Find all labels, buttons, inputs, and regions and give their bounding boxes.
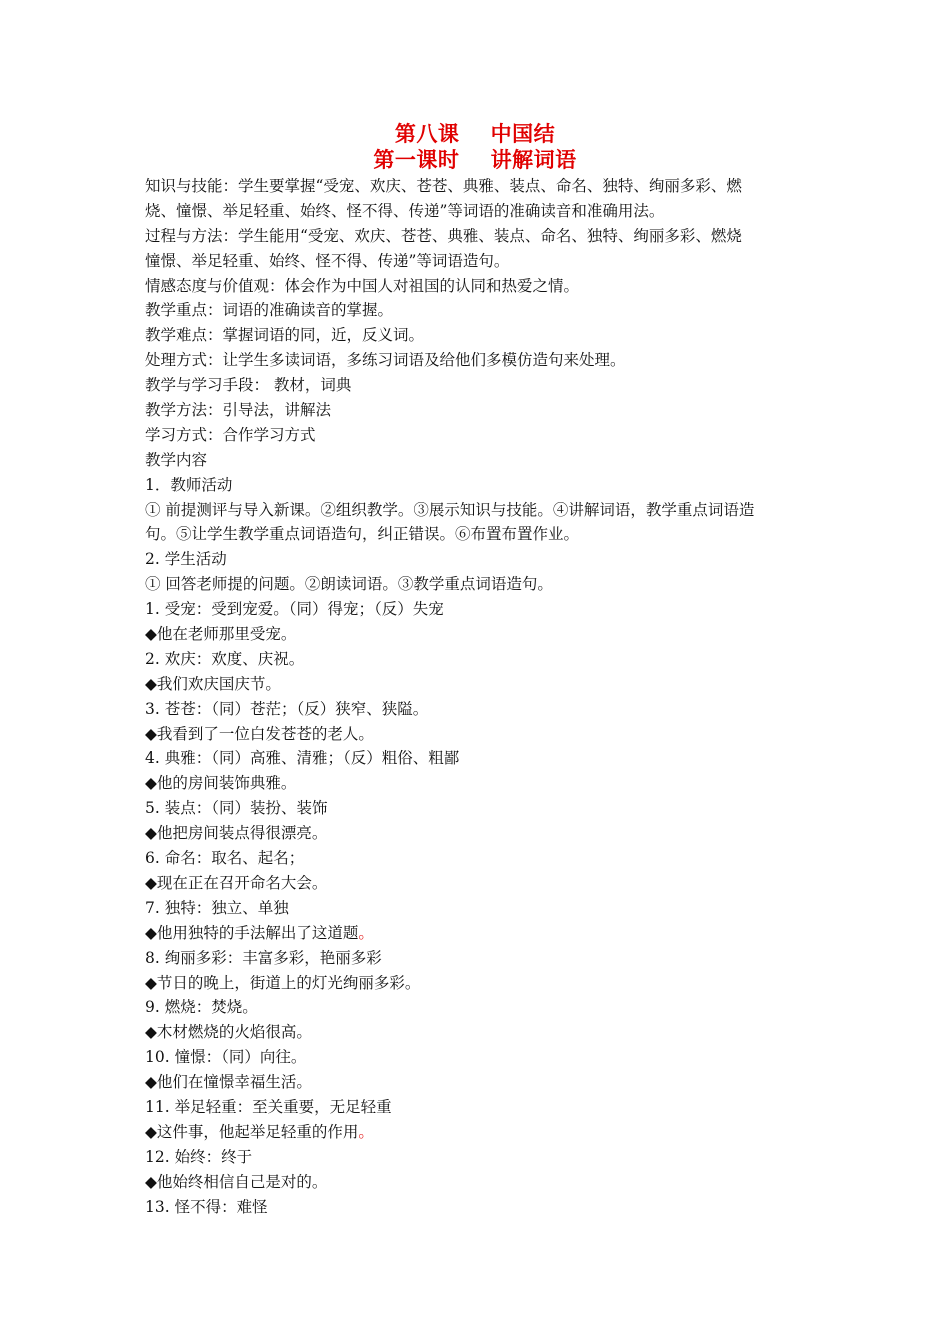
lesson-title: 第八课 中国结 <box>394 121 556 146</box>
example-sentence: ◆节日的晚上，街道上的灯光绚丽多彩。 <box>145 973 421 992</box>
example-sentence: ◆木材燃烧的火焰很高。 <box>145 1023 312 1042</box>
text-line: 8. 绚丽多彩：丰富多彩，艳丽多彩 <box>145 948 382 967</box>
text-line: ① 回答老师提的问题。②朗读词语。③教学重点词语造句。 <box>145 575 553 594</box>
text-line: 句。⑤让学生教学重点词语造句，纠正错误。⑥布置布置作业。 <box>145 525 580 544</box>
text-line: 知识与技能：学生要掌握“受宠、欢庆、苍苍、典雅、装点、命名、独特、绚丽多彩、燃 <box>145 177 742 195</box>
text-line: 9. 燃烧：焚烧。 <box>145 998 258 1017</box>
text-line: 情感态度与价值观：体会作为中国人对祖国的认同和热爱之情。 <box>145 276 580 295</box>
text-line: 1．教师活动 <box>145 475 233 494</box>
text-line: 2. 学生活动 <box>145 550 227 569</box>
text-line: 处理方式：让学生多读词语，多练习词语及给他们多模仿造句来处理。 <box>145 351 626 370</box>
text-line: 教学难点：掌握词语的同，近，反义词。 <box>145 326 425 345</box>
lesson-subtitle: 第一课时 讲解词语 <box>373 147 577 172</box>
text-line: 教学与学习手段： 教材，词典 <box>145 376 352 395</box>
text-line: 12. 始终：终于 <box>145 1147 253 1166</box>
text-line: 教学方法：引导法，讲解法 <box>145 401 332 420</box>
example-sentence: ◆他们在憧憬幸福生活。 <box>145 1073 312 1092</box>
text-line: 教学重点：词语的准确读音的掌握。 <box>145 301 394 320</box>
text-line: 教学内容 <box>145 450 208 469</box>
example-sentence: ◆他的房间装饰典雅。 <box>145 774 297 793</box>
example-sentence: ◆我们欢庆国庆节。 <box>145 674 281 693</box>
text-line: 13. 怪不得：难怪 <box>145 1197 268 1216</box>
title-block <box>0 121 950 173</box>
text-line: 6. 命名：取名、起名； <box>145 849 305 868</box>
example-sentence: ◆他把房间装点得很漂亮。 <box>145 824 328 843</box>
example-sentence: ◆他在老师那里受宠。 <box>145 625 297 644</box>
example-sentence: ◆现在正在召开命名大会。 <box>145 873 328 892</box>
lesson-body <box>145 174 810 1219</box>
text-line: ① 前提测评与导入新课。②组织教学。③展示知识与技能。④讲解词语，教学重点词语造 <box>145 500 755 519</box>
red-period: 。 <box>358 923 374 942</box>
example-sentence: ◆这件事，他起举足轻重的作用。 <box>145 1122 374 1141</box>
text-line: 憧憬、举足轻重、始终、怪不得、传递”等词语造句。 <box>145 251 510 270</box>
text-line: 10. 憧憬：（同）向往。 <box>145 1048 307 1067</box>
text-line: 11. 举足轻重：至关重要，无足轻重 <box>145 1097 392 1116</box>
text-line: 4. 典雅：（同）高雅、清雅；（反）粗俗、粗鄙 <box>145 749 460 768</box>
text-line: 5. 装点：（同）装扮、装饰 <box>145 799 328 818</box>
text-line: 学习方式：合作学习方式 <box>145 425 316 444</box>
text-line: 1. 受宠：受到宠爱。（同）得宠；（反）失宠 <box>145 600 444 619</box>
text-line: 3. 苍苍：（同）苍茫；（反）狭窄、狭隘。 <box>145 699 429 718</box>
example-sentence: ◆我看到了一位白发苍苍的老人。 <box>145 724 374 743</box>
text-line: 7. 独特：独立、单独 <box>145 898 289 917</box>
text-line: 过程与方法：学生能用“受宠、欢庆、苍苍、典雅、装点、命名、独特、绚丽多彩、燃烧 <box>145 226 742 245</box>
example-sentence: ◆他用独特的手法解出了这道题。 <box>145 923 374 942</box>
text-line: 2. 欢庆：欢度、庆祝。 <box>145 649 305 668</box>
red-period: 。 <box>358 1122 374 1141</box>
text-line: 烧、憧憬、举足轻重、始终、怪不得、传递”等词语的准确读音和准确用法。 <box>145 201 665 220</box>
example-sentence: ◆他始终相信自己是对的。 <box>145 1172 328 1191</box>
